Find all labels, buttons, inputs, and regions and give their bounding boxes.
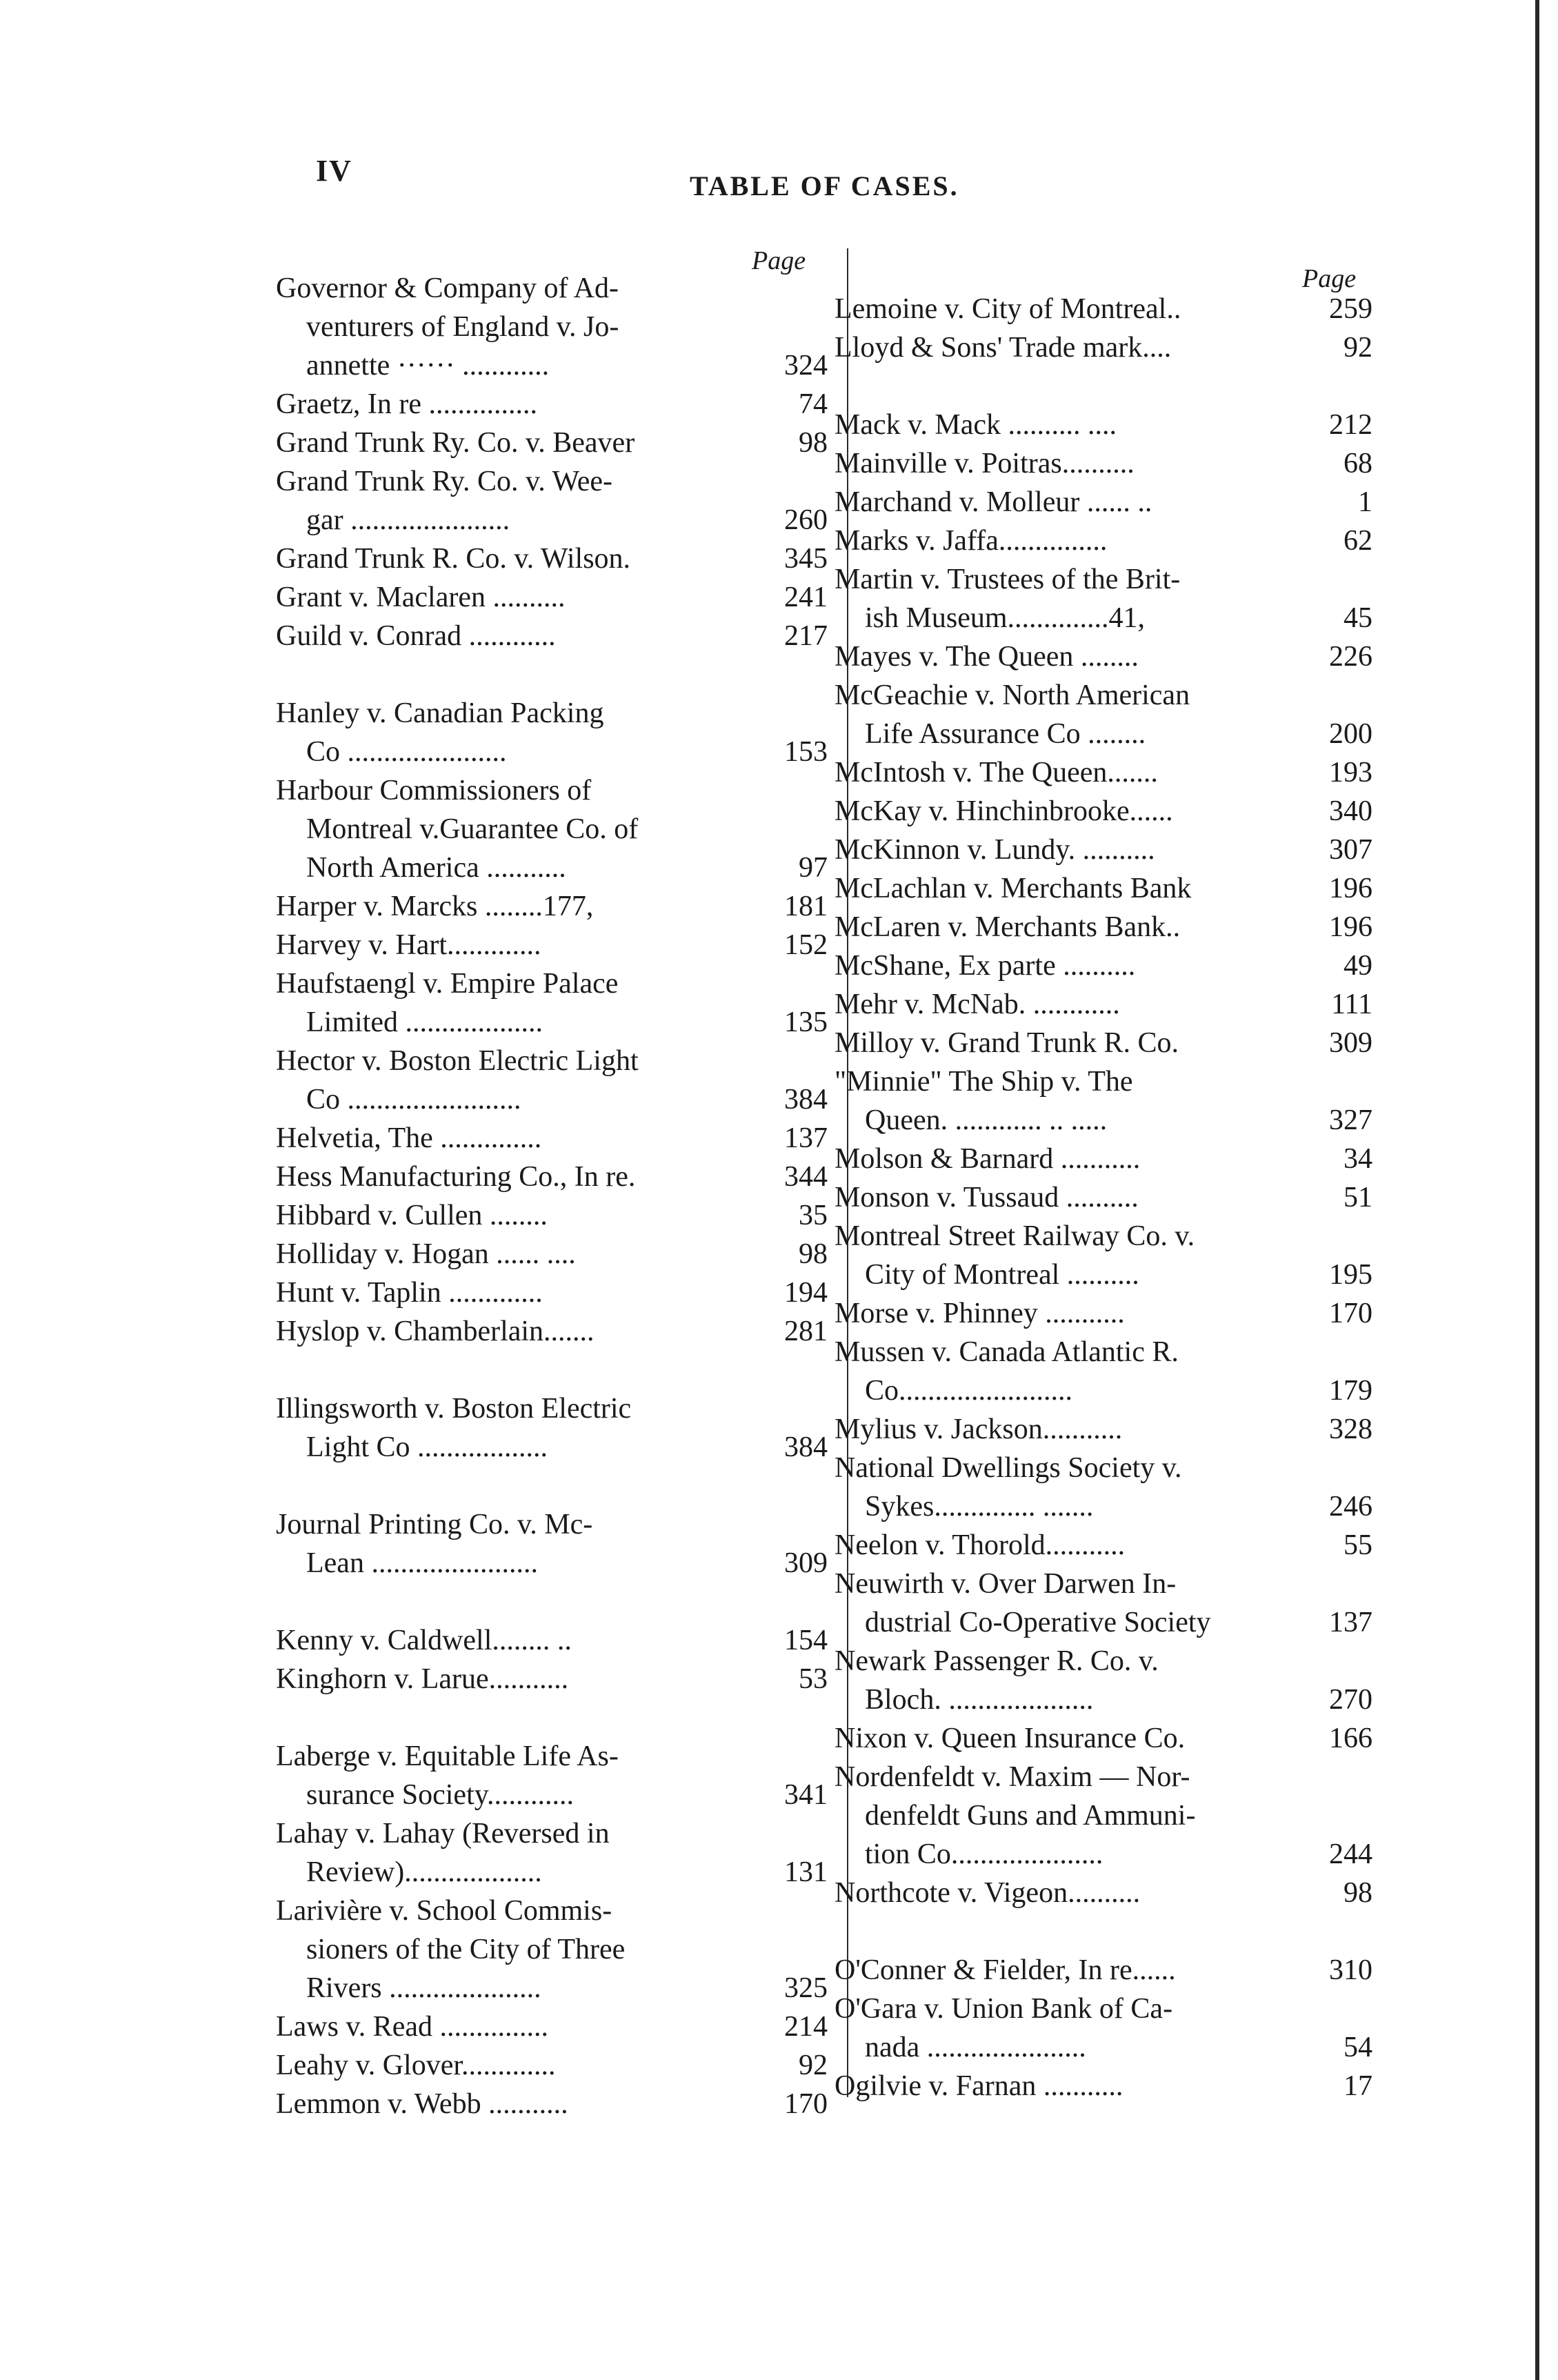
case-entry (276, 1505, 828, 1583)
letter-group-gap (276, 1467, 828, 1505)
case-page-number: 53 (799, 1663, 828, 1695)
left-case-column (276, 269, 828, 2123)
case-page-number: 196 (1329, 873, 1372, 904)
case-name-line: Mainville v. Poitras.......... (835, 448, 1135, 479)
case-name (276, 887, 759, 926)
case-name-line: Laws v. Read ............... (276, 2011, 556, 2043)
case-entry (835, 1951, 1372, 1990)
case-name (835, 1294, 1304, 1333)
case-name-line: nada ...................... (865, 2032, 1086, 2063)
case-name-line: Kenny v. Caldwell........ .. (276, 1625, 579, 1656)
case-name (835, 1990, 1304, 2067)
case-name (835, 1874, 1304, 1912)
case-page-number: 270 (1329, 1684, 1372, 1716)
case-name (276, 269, 759, 385)
case-page-number: 309 (1329, 1027, 1372, 1059)
case-entry (276, 462, 828, 539)
case-page-number: 166 (1329, 1723, 1372, 1754)
case-page-number: 34 (1344, 1143, 1372, 1175)
case-name (835, 328, 1304, 367)
case-name-line: Neuwirth v. Over Darwen In- (835, 1568, 1177, 1600)
case-entry (276, 1042, 828, 1119)
case-entry (835, 676, 1372, 753)
case-name-line: Grand Trunk Ry. Co. v. Beaver (276, 427, 635, 459)
case-entry (276, 887, 828, 926)
case-entry (835, 1642, 1372, 1719)
case-name (276, 1042, 759, 1119)
case-page-number: 214 (784, 2011, 828, 2043)
case-name (276, 1312, 759, 1351)
case-entry (276, 2046, 828, 2085)
case-page-number: 345 (784, 543, 828, 575)
case-name-line: "Minnie" The Ship v. The (835, 1066, 1133, 1098)
case-name (276, 385, 759, 424)
case-name (835, 483, 1304, 522)
case-name-line: McKinnon v. Lundy. .......... (835, 834, 1155, 866)
case-name-line: Harbour Commissioners of (276, 775, 592, 806)
case-entry (276, 1196, 828, 1235)
case-name (835, 1333, 1304, 1410)
case-name (835, 1062, 1304, 1140)
case-name (835, 637, 1304, 676)
case-name (276, 1892, 759, 2007)
case-entry (276, 424, 828, 462)
case-name-line: ish Museum..............41, (865, 602, 1146, 634)
case-page-number: 244 (1329, 1838, 1372, 1870)
case-name (835, 869, 1304, 908)
case-name (835, 406, 1304, 444)
case-entry (276, 926, 828, 964)
case-name-line: Mehr v. McNab. ............ (835, 989, 1120, 1020)
case-name (835, 1410, 1304, 1449)
case-name (276, 617, 759, 655)
case-name-line: Sykes.............. ....... (865, 1491, 1094, 1523)
case-entry (835, 792, 1372, 831)
case-page-number: 137 (784, 1122, 828, 1154)
case-name-line: Ogilvie v. Farnan ........... (835, 2070, 1123, 2102)
case-name (835, 1526, 1304, 1565)
case-name-line: Martin v. Trustees of the Brit- (835, 564, 1181, 595)
case-entry (276, 964, 828, 1042)
case-name-line: Helvetia, The .............. (276, 1122, 549, 1154)
case-name-line: annette ······ ............ (306, 350, 557, 381)
case-name-line: Nordenfeldt v. Maxim — Nor- (835, 1761, 1190, 1793)
case-page-number: 307 (1329, 834, 1372, 866)
case-name-line: denfeldt Guns and Ammuni- (865, 1800, 1196, 1832)
case-name-line: Hess Manufacturing Co., In re. (276, 1161, 636, 1193)
case-page-number: 259 (1329, 293, 1372, 325)
case-name-line: Hibbard v. Cullen ........ (276, 1200, 555, 1231)
case-entry (835, 1140, 1372, 1178)
case-page-number: 62 (1344, 525, 1372, 557)
case-name-line: Monson v. Tussaud .......... (835, 1182, 1139, 1213)
left-page-column-label: Page (752, 246, 806, 275)
case-name-line: North America ........... (306, 852, 574, 884)
case-entry (276, 1273, 828, 1312)
case-name (835, 1140, 1304, 1178)
case-entry (835, 1333, 1372, 1410)
case-entry (835, 406, 1372, 444)
case-entry (835, 869, 1372, 908)
case-page-number: 328 (1329, 1414, 1372, 1445)
letter-group-gap (276, 655, 828, 694)
case-name (835, 1951, 1304, 1990)
case-name-line: Co ...................... (306, 736, 515, 768)
case-entry (835, 290, 1372, 328)
case-name-line: Grand Trunk Ry. Co. v. Wee- (276, 466, 613, 497)
page-title: TABLE OF CASES. (690, 170, 959, 201)
case-entry (835, 1024, 1372, 1062)
case-name (835, 1719, 1304, 1758)
case-name-line: Newark Passenger R. Co. v. (835, 1645, 1159, 1677)
case-name-line: Lemoine v. City of Montreal.. (835, 293, 1181, 325)
case-page-number: 384 (784, 1431, 828, 1463)
case-page-number: 327 (1329, 1104, 1372, 1136)
case-page-number: 54 (1344, 2032, 1372, 2063)
case-entry (276, 1737, 828, 1814)
case-page-number: 344 (784, 1161, 828, 1193)
case-page-number: 341 (784, 1779, 828, 1811)
case-entry (835, 1758, 1372, 1874)
case-entry (835, 1410, 1372, 1449)
case-page-number: 310 (1329, 1954, 1372, 1986)
case-entry (276, 1814, 828, 1892)
case-page-number: 324 (784, 350, 828, 381)
case-name (835, 1178, 1304, 1217)
case-page-number: 260 (784, 504, 828, 536)
case-entry (835, 1719, 1372, 1758)
letter-group-gap (276, 1351, 828, 1389)
case-name-line: McLachlan v. Merchants Bank (835, 873, 1192, 904)
case-entry (835, 1526, 1372, 1565)
case-name (276, 1660, 759, 1698)
case-name (276, 424, 759, 462)
case-entry (835, 831, 1372, 869)
case-name (276, 926, 759, 964)
case-name (276, 1737, 759, 1814)
letter-group-gap (276, 1698, 828, 1737)
case-name-line: Graetz, In re ............... (276, 388, 545, 420)
case-name-line: Governor & Company of Ad- (276, 272, 619, 304)
case-page-number: 92 (799, 2050, 828, 2081)
case-entry (835, 328, 1372, 367)
case-entry (276, 578, 828, 617)
case-name-line: Grant v. Maclaren .......... (276, 582, 572, 613)
case-name-line: Neelon v. Thorold........... (835, 1529, 1126, 1561)
case-page-number: 49 (1344, 950, 1372, 982)
case-name (835, 946, 1304, 985)
case-page-number: 194 (784, 1277, 828, 1309)
case-name-line: Kinghorn v. Larue........... (276, 1663, 576, 1695)
case-entry (835, 1062, 1372, 1140)
case-name-line: City of Montreal .......... (865, 1259, 1139, 1291)
case-name (276, 771, 759, 887)
case-page-number: 55 (1344, 1529, 1372, 1561)
case-page-number: 1 (1358, 486, 1372, 518)
case-name-line: Light Co .................. (306, 1431, 555, 1463)
case-name (276, 1158, 759, 1196)
case-entry (276, 539, 828, 578)
case-name-line: Hanley v. Canadian Packing (276, 697, 604, 729)
case-page-number: 45 (1344, 602, 1372, 634)
case-page-number: 98 (799, 427, 828, 459)
case-name (835, 908, 1304, 946)
case-page-number: 246 (1329, 1491, 1372, 1523)
case-page-number: 212 (1329, 409, 1372, 441)
right-case-column (835, 290, 1372, 2105)
case-name (276, 2007, 759, 2046)
case-page-number: 325 (784, 1972, 828, 2004)
case-entry (835, 985, 1372, 1024)
case-name (276, 964, 759, 1042)
case-page-number: 153 (784, 736, 828, 768)
case-name-line: Illingsworth v. Boston Electric (276, 1393, 632, 1425)
case-name (835, 1758, 1304, 1874)
case-name-line: venturers of England v. Jo- (306, 311, 619, 343)
page-number: IV (316, 154, 352, 188)
case-entry (835, 637, 1372, 676)
case-page-number: 135 (784, 1006, 828, 1038)
case-entry (835, 1565, 1372, 1642)
case-name-line: Montreal Street Railway Co. v. (835, 1220, 1195, 1252)
case-name-line: sioners of the City of Three (306, 1934, 626, 1965)
case-entry (276, 617, 828, 655)
case-name-line: Lloyd & Sons' Trade mark.... (835, 332, 1172, 364)
case-page-number: 35 (799, 1200, 828, 1231)
case-name-line: Morse v. Phinney ........... (835, 1298, 1125, 1329)
case-entry (835, 1178, 1372, 1217)
case-page-number: 131 (784, 1856, 828, 1888)
case-entry (276, 1158, 828, 1196)
case-name (835, 290, 1304, 328)
case-entry (276, 771, 828, 887)
page-edge-shadow (1535, 0, 1539, 2380)
case-name (276, 462, 759, 539)
case-name (835, 676, 1304, 753)
case-entry (835, 1217, 1372, 1294)
case-page-number: 17 (1344, 2070, 1372, 2102)
case-name-line: Larivière v. School Commis- (276, 1895, 612, 1927)
case-name (835, 2067, 1304, 2105)
case-name (835, 1449, 1304, 1526)
case-name (835, 1565, 1304, 1642)
case-name-line: Harper v. Marcks ........177, (276, 891, 594, 922)
case-entry (276, 694, 828, 771)
case-entry (835, 753, 1372, 792)
case-entry (276, 385, 828, 424)
case-page-number: 241 (784, 582, 828, 613)
case-name-line: O'Gara v. Union Bank of Ca- (835, 1993, 1173, 2025)
case-page-number: 152 (784, 929, 828, 961)
case-name-line: gar ...................... (306, 504, 517, 536)
case-page-number: 179 (1329, 1375, 1372, 1407)
case-page-number: 193 (1329, 757, 1372, 789)
case-entry (835, 1874, 1372, 1912)
case-page-number: 154 (784, 1625, 828, 1656)
case-name-line: Guild v. Conrad ............ (276, 620, 563, 652)
case-name-line: dustrial Co-Operative Society (865, 1607, 1211, 1638)
case-name-line: Limited ................... (306, 1006, 550, 1038)
case-name (276, 1505, 759, 1583)
case-name-line: McGeachie v. North American (835, 680, 1190, 711)
case-entry (276, 1235, 828, 1273)
case-name (835, 444, 1304, 483)
case-name-line: Journal Printing Co. v. Mc- (276, 1509, 593, 1540)
case-page-number: 111 (1331, 989, 1372, 1020)
case-name-line: Lemmon v. Webb ........... (276, 2088, 576, 2120)
case-entry (835, 1990, 1372, 2067)
case-name-line: Harvey v. Hart............. (276, 929, 549, 961)
case-page-number: 98 (1344, 1877, 1372, 1909)
case-name (276, 1621, 759, 1660)
case-name-line: surance Society............ (306, 1779, 581, 1811)
case-name (835, 792, 1304, 831)
case-name (835, 1024, 1304, 1062)
case-name-line: Review)................... (306, 1856, 550, 1888)
case-name-line: O'Conner & Fielder, In re...... (835, 1954, 1176, 1986)
case-name-line: McKay v. Hinchinbrooke...... (835, 795, 1173, 827)
case-name-line: Montreal v.Guarantee Co. of (306, 813, 639, 845)
case-page-number: 340 (1329, 795, 1372, 827)
case-name-line: Laberge v. Equitable Life As- (276, 1741, 619, 1772)
case-name-line: Bloch. .................... (865, 1684, 1094, 1716)
case-entry (835, 908, 1372, 946)
case-name (835, 985, 1304, 1024)
case-name-line: Haufstaengl v. Empire Palace (276, 968, 619, 1000)
case-entry (276, 1119, 828, 1158)
case-page-number: 170 (1329, 1298, 1372, 1329)
case-name-line: Co........................ (865, 1375, 1073, 1407)
case-name (276, 539, 759, 578)
case-name-line: tion Co..................... (865, 1838, 1103, 1870)
case-name-line: Lean ....................... (306, 1547, 546, 1579)
case-page-number: 226 (1329, 641, 1372, 673)
case-name-line: McLaren v. Merchants Bank.. (835, 911, 1181, 943)
case-entry (276, 1660, 828, 1698)
case-name-line: Mussen v. Canada Atlantic R. (835, 1336, 1179, 1368)
case-page-number: 74 (799, 388, 828, 420)
case-entry (835, 1449, 1372, 1526)
case-name-line: Hector v. Boston Electric Light (276, 1045, 639, 1077)
case-name-line: Holliday v. Hogan ...... .... (276, 1238, 583, 1270)
case-name (276, 2046, 759, 2085)
case-name-line: Leahy v. Glover............. (276, 2050, 563, 2081)
case-entry (276, 1389, 828, 1467)
case-page-number: 200 (1329, 718, 1372, 750)
case-name (276, 694, 759, 771)
case-name-line: Marks v. Jaffa............... (835, 525, 1108, 557)
case-page-number: 181 (784, 891, 828, 922)
case-entry (835, 946, 1372, 985)
case-name-line: Rivers ..................... (306, 1972, 549, 2004)
case-name (835, 560, 1304, 637)
case-name-line: Co ........................ (306, 1084, 529, 1115)
letter-group-gap (276, 1583, 828, 1621)
case-name (276, 1235, 759, 1273)
case-name-line: Nixon v. Queen Insurance Co. (835, 1723, 1186, 1754)
case-entry (835, 560, 1372, 637)
case-name-line: Mylius v. Jackson........... (835, 1414, 1123, 1445)
case-entry (835, 483, 1372, 522)
case-entry (276, 1621, 828, 1660)
case-name (835, 1217, 1304, 1294)
case-name (276, 1273, 759, 1312)
case-page-number: 97 (799, 852, 828, 884)
case-page-number: 137 (1329, 1607, 1372, 1638)
case-name-line: Lahay v. Lahay (Reversed in (276, 1818, 610, 1850)
case-page-number: 195 (1329, 1259, 1372, 1291)
case-page-number: 281 (784, 1316, 828, 1347)
case-name (276, 1196, 759, 1235)
case-entry (276, 269, 828, 385)
case-page-number: 309 (784, 1547, 828, 1579)
case-page-number: 68 (1344, 448, 1372, 479)
case-name-line: Northcote v. Vigeon.......... (835, 1877, 1141, 1909)
case-entry (276, 2007, 828, 2046)
case-entry (276, 2085, 828, 2123)
case-entry (835, 444, 1372, 483)
case-name-line: National Dwellings Society v. (835, 1452, 1182, 1484)
case-name-line: McShane, Ex parte .......... (835, 950, 1136, 982)
case-name-line: Queen. ............ .. ..... (865, 1104, 1108, 1136)
case-name (276, 578, 759, 617)
right-page-column-label: Page (1302, 264, 1357, 293)
case-name (276, 1119, 759, 1158)
case-name-line: Life Assurance Co ........ (865, 718, 1146, 750)
case-name (276, 1814, 759, 1892)
case-page-number: 51 (1344, 1182, 1372, 1213)
case-name (835, 1642, 1304, 1719)
case-page-number: 196 (1329, 911, 1372, 943)
case-name-line: Mack v. Mack .......... .... (835, 409, 1117, 441)
case-page-number: 170 (784, 2088, 828, 2120)
letter-group-gap (835, 367, 1372, 406)
case-entry (835, 2067, 1372, 2105)
case-entry (835, 522, 1372, 560)
case-name (276, 2085, 759, 2123)
case-name (835, 753, 1304, 792)
case-name (835, 831, 1304, 869)
case-name (835, 522, 1304, 560)
case-name-line: Hunt v. Taplin ............. (276, 1277, 550, 1309)
case-entry (276, 1892, 828, 2007)
case-name-line: McIntosh v. The Queen....... (835, 757, 1158, 789)
case-name (276, 1389, 759, 1467)
case-name-line: Marchand v. Molleur ...... .. (835, 486, 1152, 518)
case-name-line: Mayes v. The Queen ........ (835, 641, 1139, 673)
case-page-number: 92 (1344, 332, 1372, 364)
case-name-line: Molson & Barnard ........... (835, 1143, 1141, 1175)
case-name-line: Milloy v. Grand Trunk R. Co. (835, 1027, 1179, 1059)
letter-group-gap (835, 1912, 1372, 1951)
case-page-number: 217 (784, 620, 828, 652)
case-entry (835, 1294, 1372, 1333)
case-page-number: 384 (784, 1084, 828, 1115)
case-page-number: 98 (799, 1238, 828, 1270)
case-name-line: Grand Trunk R. Co. v. Wilson. (276, 543, 631, 575)
case-entry (276, 1312, 828, 1351)
case-name-line: Hyslop v. Chamberlain....... (276, 1316, 602, 1347)
